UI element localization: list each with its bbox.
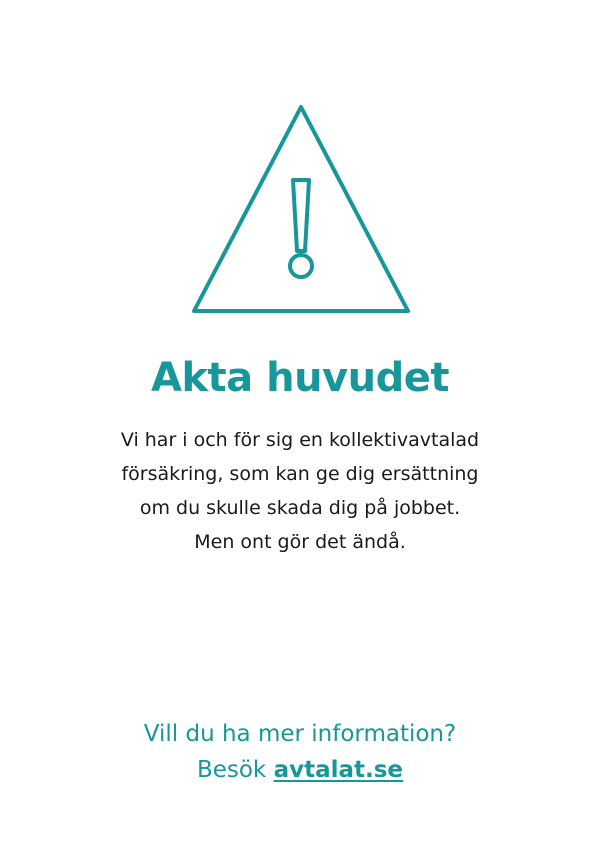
visit-prefix: Besök (196, 757, 267, 783)
footer (0, 716, 600, 788)
body-line: om du skulle skada dig på jobbet. (139, 497, 461, 519)
body-line: Vi har i och för sig en kollektivavtalad (120, 429, 480, 451)
warning-triangle-icon (190, 103, 412, 315)
body-text (60, 423, 540, 559)
body-line: försäkring, som kan ge dig ersättning (121, 463, 479, 485)
website-link[interactable]: avtalat.se (273, 757, 404, 783)
visit-line (0, 752, 600, 788)
info-question: Vill du ha mer information? (143, 721, 457, 747)
page-title: Akta huvudet (151, 355, 449, 401)
body-line: Men ont gör det ändå. (194, 531, 406, 553)
